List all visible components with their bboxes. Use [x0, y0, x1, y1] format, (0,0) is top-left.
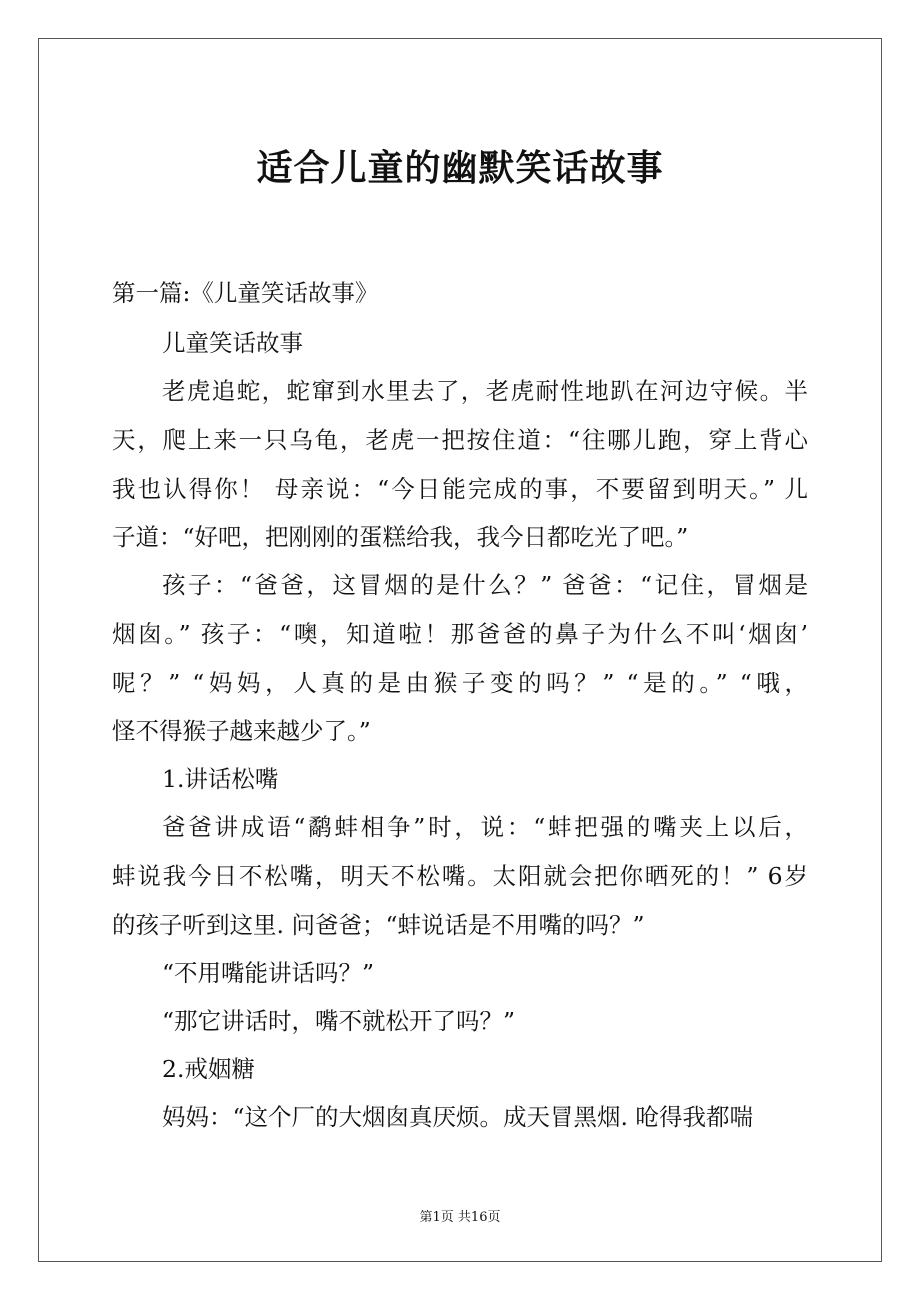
paragraph-line: 爸爸讲成语“鹬蚌相争”时，说：“蚌把强的嘴夹上以后， [162, 813, 808, 841]
paragraph-line: 蚌说我今日不松嘴，明天不松嘴。太阳就会把你晒死的！” 6岁 [112, 862, 808, 890]
paragraph-line: 妈妈：“这个厂的大烟囱真厌烦。成天冒黑烟. 呛得我都喘 [162, 1103, 753, 1131]
paragraph-line: 孩子：“爸爸，这冒烟的是什么？” 爸爸：“记住，冒烟是 [162, 571, 808, 599]
subsection-heading: 2.戒姻糖 [162, 1055, 255, 1083]
section-heading: 第一篇:《儿童笑话故事》 [112, 279, 379, 307]
paragraph-line: 呢？” “妈妈，人真的是由猴子变的吗？” “是的。” “哦， [112, 669, 808, 697]
paragraph-line: 的孩子听到这里. 问爸爸；“蚌说话是不用嘴的吗？” [112, 911, 645, 939]
document-title: 适合儿童的幽默笑话故事 [256, 147, 664, 189]
paragraph-line: 我也认得你！ 母亲说：“今日能完成的事，不要留到明天。” 儿 [112, 475, 808, 503]
story-heading: 儿童笑话故事 [162, 329, 303, 357]
paragraph-line: “那它讲话时，嘴不就松开了吗？” [162, 1007, 516, 1035]
paragraph-line: 子道：“好吧，把刚刚的蛋糕给我，我今日都吃光了吧。” [112, 523, 689, 551]
paragraph-line: 老虎追蛇，蛇窜到水里去了，老虎耐性地趴在河边守候。半 [162, 377, 808, 405]
paragraph-line: “不用嘴能讲话吗？” [162, 959, 375, 987]
paragraph-line: 烟囱。” 孩子：“噢，知道啦！那爸爸的鼻子为什么不叫‘烟囱’ [112, 620, 808, 648]
paragraph-line: 怪不得猴子越来越少了。” [112, 717, 371, 745]
paragraph-line: 天，爬上来一只乌龟，老虎一把按住道：“往哪儿跑，穿上背心 [112, 426, 808, 454]
page-footer: 第1页 共16页 [419, 1210, 501, 1225]
subsection-heading: 1.讲话松嘴 [162, 765, 279, 793]
